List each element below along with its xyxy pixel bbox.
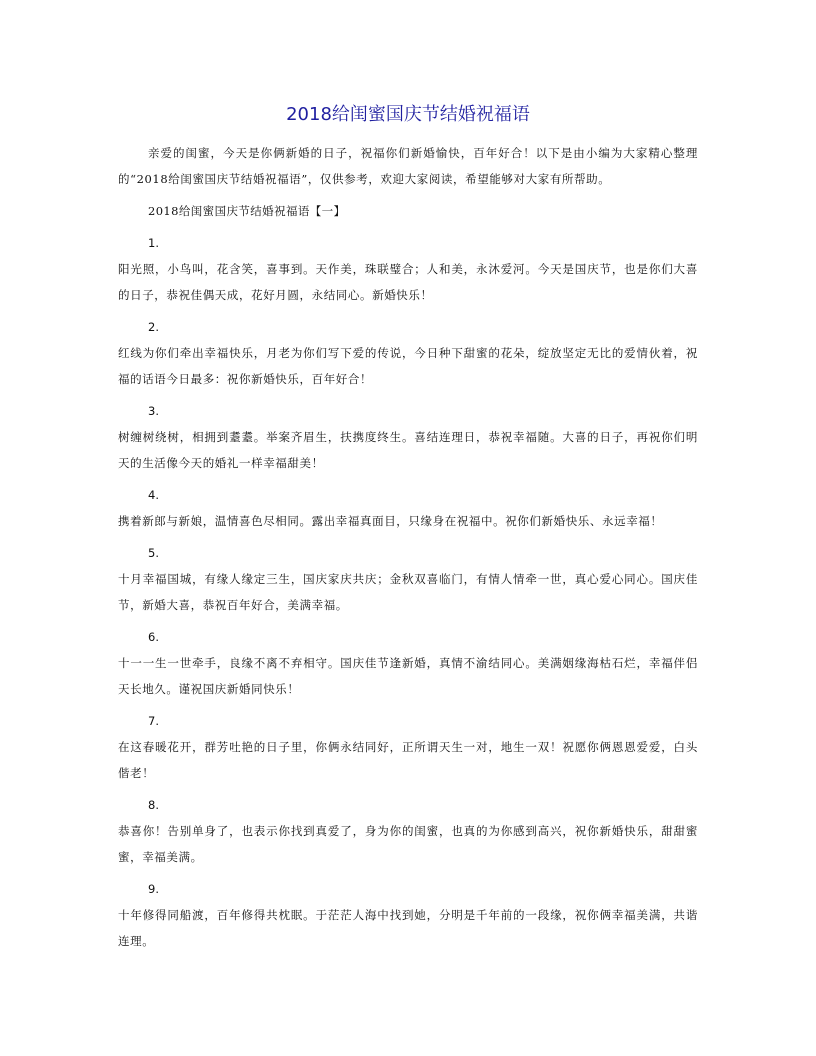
blessing-item-9: [118, 876, 698, 954]
item-number: 2.: [148, 320, 159, 334]
blessing-item-2: [118, 314, 698, 392]
item-text: 十一一生一世牵手，良缘不离不弃相守。国庆佳节逢新婚，真情不渝结同心。美满姻缘海枯石烂，幸福伴侣天长地久。谨祝国庆新婚同快乐！: [118, 656, 698, 696]
item-number: 5.: [148, 546, 159, 560]
item-number: 4.: [148, 488, 159, 502]
blessing-item-7: [118, 708, 698, 786]
item-number: 1.: [148, 236, 159, 250]
item-text: 红线为你们牵出幸福快乐，月老为你们写下爱的传说，今日种下甜蜜的花朵，绽放坚定无比的爱情伙着，祝福的话语今日最多：祝你新婚快乐，百年好合！: [118, 346, 698, 386]
item-text: 在这春暖花开，群芳吐艳的日子里，你俩永结同好，正所谓天生一对，地生一双！祝愿你俩恩恩爱爱，白头偕老！: [118, 740, 698, 780]
item-text: 恭喜你！告别单身了，也表示你找到真爱了，身为你的闺蜜，也真的为你感到高兴，祝你新婚快乐，甜甜蜜蜜，幸福美满。: [118, 824, 698, 864]
intro-paragraph: 亲爱的闺蜜，今天是你俩新婚的日子，祝福你们新婚愉快，百年好合！以下是由小编为大家精心整理的“2018给闺蜜国庆节结婚祝福语”，仅供参考，欢迎大家阅读，希望能够对大家有所帮助。: [118, 146, 698, 186]
item-number: 7.: [148, 714, 159, 728]
item-text: 树缠树绕树，相拥到耋耋。举案齐眉生，扶携度终生。喜结连理日，恭祝幸福随。大喜的日子，再祝你们明天的生活像今天的婚礼一样幸福甜美！: [118, 430, 698, 470]
item-text: 阳光照，小鸟叫，花含笑，喜事到。天作美，珠联璧合；人和美，永沐爱河。今天是国庆节，也是你们大喜的日子，恭祝佳偶天成，花好月圆，永结同心。新婚快乐！: [118, 262, 698, 302]
item-text: 十月幸福国城，有缘人缘定三生，国庆家庆共庆；金秋双喜临门，有情人情牵一世，真心爱心同心。国庆佳节，新婚大喜，恭祝百年好合，美满幸福。: [118, 572, 698, 612]
blessing-item-3: [118, 398, 698, 476]
blessing-item-6: [118, 624, 698, 702]
document-body: [118, 140, 698, 954]
item-number: 3.: [148, 404, 159, 418]
item-number: 6.: [148, 630, 159, 644]
document-title: 2018给闺蜜国庆节结婚祝福语: [286, 104, 530, 125]
item-text: 携着新郎与新娘，温情喜色尽相同。露出幸福真面目，只缘身在祝福中。祝你们新婚快乐、永远幸福！: [118, 514, 663, 528]
section-heading: 2018给闺蜜国庆节结婚祝福语【一】: [148, 204, 346, 218]
blessing-item-4: [118, 482, 698, 534]
blessing-item-5: [118, 540, 698, 618]
blessing-item-1: [118, 230, 698, 308]
blessing-item-8: [118, 792, 698, 870]
item-text: 十年修得同船渡，百年修得共枕眠。于茫茫人海中找到她，分明是千年前的一段缘，祝你俩幸福美满，共谐连理。: [118, 908, 698, 948]
item-number: 8.: [148, 798, 159, 812]
item-number: 9.: [148, 882, 159, 896]
